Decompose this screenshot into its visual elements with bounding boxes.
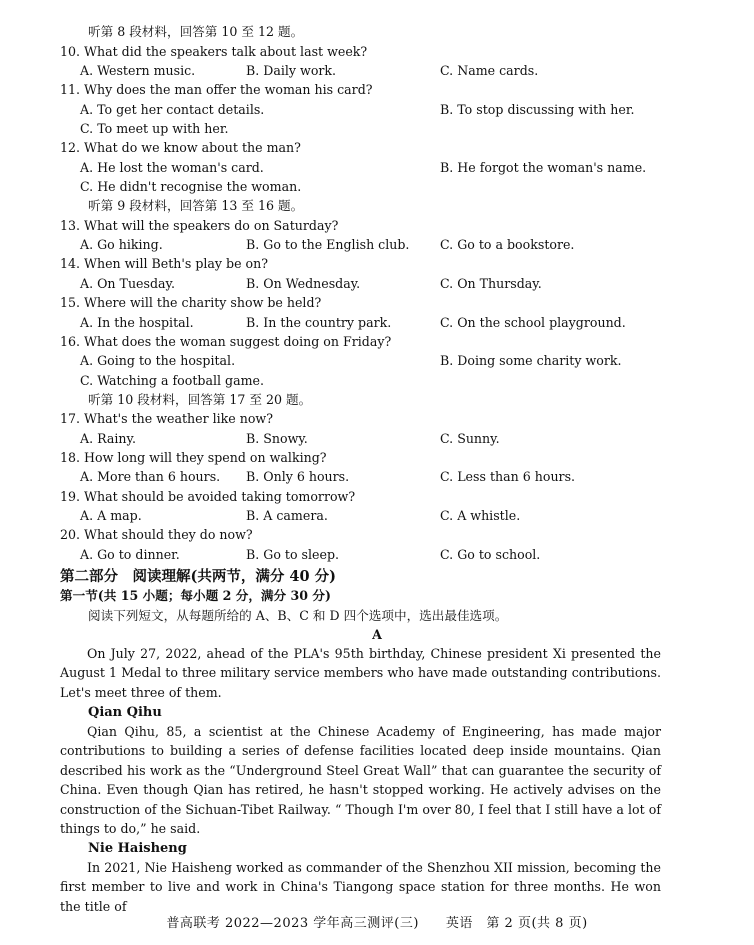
question-16: 16. What does the woman suggest doing on Friday? bbox=[60, 334, 392, 349]
options-20: A. Go to dinner. B. Go to sleep. C. Go to school. bbox=[80, 547, 541, 562]
question-12: 12. What do we know about the man? bbox=[60, 140, 301, 155]
options-15: A. In the hospital. B. In the country park. C. On the school playground. bbox=[80, 315, 626, 330]
options-12-c: C. He didn't recognise the woman. bbox=[80, 179, 302, 194]
instruction-line: 听第 8 段材料，回答第 10 至 12 题。 bbox=[88, 24, 304, 39]
heading-nie-haisheng: Nie Haisheng bbox=[88, 841, 187, 856]
question-11: 11. Why does the man offer the woman his card? bbox=[60, 82, 373, 97]
passage-label: A bbox=[372, 627, 382, 642]
question-14: 14. When will Beth's play be on? bbox=[60, 256, 269, 271]
section1-title: 第一节(共 15 小题；每小题 2 分，满分 30 分) bbox=[60, 588, 331, 603]
options-14: A. On Tuesday. B. On Wednesday. C. On Thursday. bbox=[80, 276, 542, 291]
options-13: A. Go hiking. B. Go to the English club. C. Go to a bookstore. bbox=[80, 237, 575, 252]
reading-instruction: 阅读下列短文，从每题所给的 A、B、C 和 D 四个选项中，选出最佳选项。 bbox=[88, 608, 508, 623]
paragraph-qian-qihu: Qian Qihu, 85, a scientist at the Chinese Academy of Engineering, has made major contributions to building a series of defense facilities located deep inside mountains. Qian described his work as the “Underground Steel Great Wall” that can guarantee the security of China. Even though Qian has retired, he hasn't stopped working. He actively advises on the construction of the Sichuan-Tibet Railway. “ Though I'm over 80, I feel that I still have a lot of things to do,” he said. bbox=[60, 724, 661, 837]
options-16-c: C. Watching a football game. bbox=[80, 373, 264, 388]
part2-title: 第二部分 阅读理解(共两节，满分 40 分) bbox=[60, 568, 336, 585]
question-13: 13. What will the speakers do on Saturday? bbox=[60, 218, 339, 233]
instruction-line: 听第 10 段材料，回答第 17 至 20 题。 bbox=[88, 392, 312, 407]
instruction-line: 听第 9 段材料，回答第 13 至 16 题。 bbox=[88, 198, 304, 213]
question-10: 10. What did the speakers talk about last week? bbox=[60, 44, 368, 59]
heading-qian-qihu: Qian Qihu bbox=[88, 705, 162, 720]
question-17: 17. What's the weather like now? bbox=[60, 411, 273, 426]
question-18: 18. How long will they spend on walking? bbox=[60, 450, 327, 465]
passage-intro: On July 27, 2022, ahead of the PLA's 95th birthday, Chinese president Xi presented the August 1 Medal to three military service members who have made outstanding contributions. Let's meet three of them. bbox=[60, 646, 661, 700]
options-10: A. Western music. B. Daily work. C. Name cards. bbox=[80, 63, 539, 78]
question-19: 19. What should be avoided taking tomorrow? bbox=[60, 489, 356, 504]
paragraph-nie-haisheng: In 2021, Nie Haisheng worked as commander of the Shenzhou XII mission, becoming the first member to live and work in China's Tiangong space station for three months. He won the title of bbox=[60, 860, 661, 914]
page-footer: 普高联考 2022—2023 学年高三测评(三) 英语 第 2 页(共 8 页) bbox=[166, 916, 588, 931]
options-11-c: C. To meet up with her. bbox=[80, 121, 229, 136]
options-17: A. Rainy. B. Snowy. C. Sunny. bbox=[80, 431, 500, 446]
options-12: A. He lost the woman's card. B. He forgot the woman's name. bbox=[80, 160, 647, 175]
question-15: 15. Where will the charity show be held? bbox=[60, 295, 322, 310]
options-18: A. More than 6 hours. B. Only 6 hours. C. Less than 6 hours. bbox=[80, 469, 576, 484]
options-16: A. Going to the hospital. B. Doing some charity work. bbox=[80, 353, 622, 368]
options-19: A. A map. B. A camera. C. A whistle. bbox=[80, 508, 521, 523]
options-11: A. To get her contact details. B. To stop discussing with her. bbox=[80, 102, 635, 117]
question-20: 20. What should they do now? bbox=[60, 527, 253, 542]
